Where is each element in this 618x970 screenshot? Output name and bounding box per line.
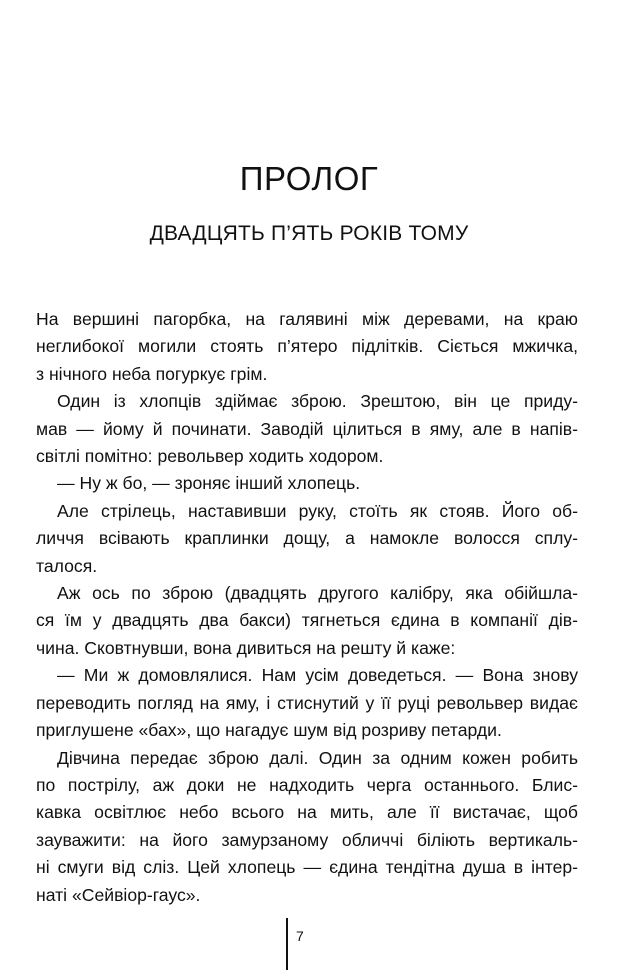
text-line: приглушене «бах», що нагадує шум від розриву петарди. [36,720,502,741]
text-line: світлі помітно: револьвер ходить ходором. [36,446,384,467]
text-line: мав — йому й починати. Заводій цілиться в яму, але в напів- [36,418,578,439]
text-line: — Ми ж домовлялися. Нам усім доведеться. — Вона знову [57,665,578,686]
text-line: Дівчина передає зброю далі. Один за одним кожен робить [57,747,578,768]
chapter-title: ПРОЛОГ [239,160,379,197]
chapter-subtitle: ДВАДЦЯТЬ П’ЯТЬ РОКІВ ТОМУ [149,222,469,245]
text-line: неглибокої могили стоять п’ятеро підлітків. Сіється мжичка, [36,336,578,357]
body-text [36,306,578,909]
text-line: наті «Сейвіор-гаус». [36,884,201,905]
text-line: ся їм у двадцять два бакси) тягнеться єдина в компанії дів- [36,610,578,631]
text-line: переводить погляд на яму, і стиснутий у її руці револьвер видає [36,692,578,713]
text-line: чина. Сковтнувши, вона дивиться на решту й каже: [36,637,456,658]
text-line: кавка освітлює небо всього на мить, але її вистачає, щоб [36,802,578,823]
footer-divider [286,918,288,970]
page-number: 7 [296,928,304,944]
text-line: Але стрілець, наставивши руку, стоїть як стояв. Його об- [57,500,578,521]
text-line: по пострілу, аж доки не надходить черга останнього. Блис- [36,774,578,795]
text-line: — Ну ж бо, — зроняє інший хлопець. [57,473,361,494]
text-line: Аж ось по зброю (двадцять другого калібру, яка обійшла- [57,583,578,604]
text-line: На вершині пагорбка, на галявині між деревами, на краю [36,309,578,329]
text-line: личчя всівають краплинки дощу, а намокле волосся сплу- [36,528,578,549]
text-line: талося. [36,555,98,576]
text-line: зауважити: на його замурзаному обличчі біліють вертикаль- [36,829,578,850]
text-line: ні смуги від сліз. Цей хлопець — єдина тендітна душа в інтер- [36,857,578,878]
text-line: Один із хлопців здіймає зброю. Зрештою, він це приду- [57,391,578,412]
text-line: з нічного неба погуркує грім. [36,363,268,384]
